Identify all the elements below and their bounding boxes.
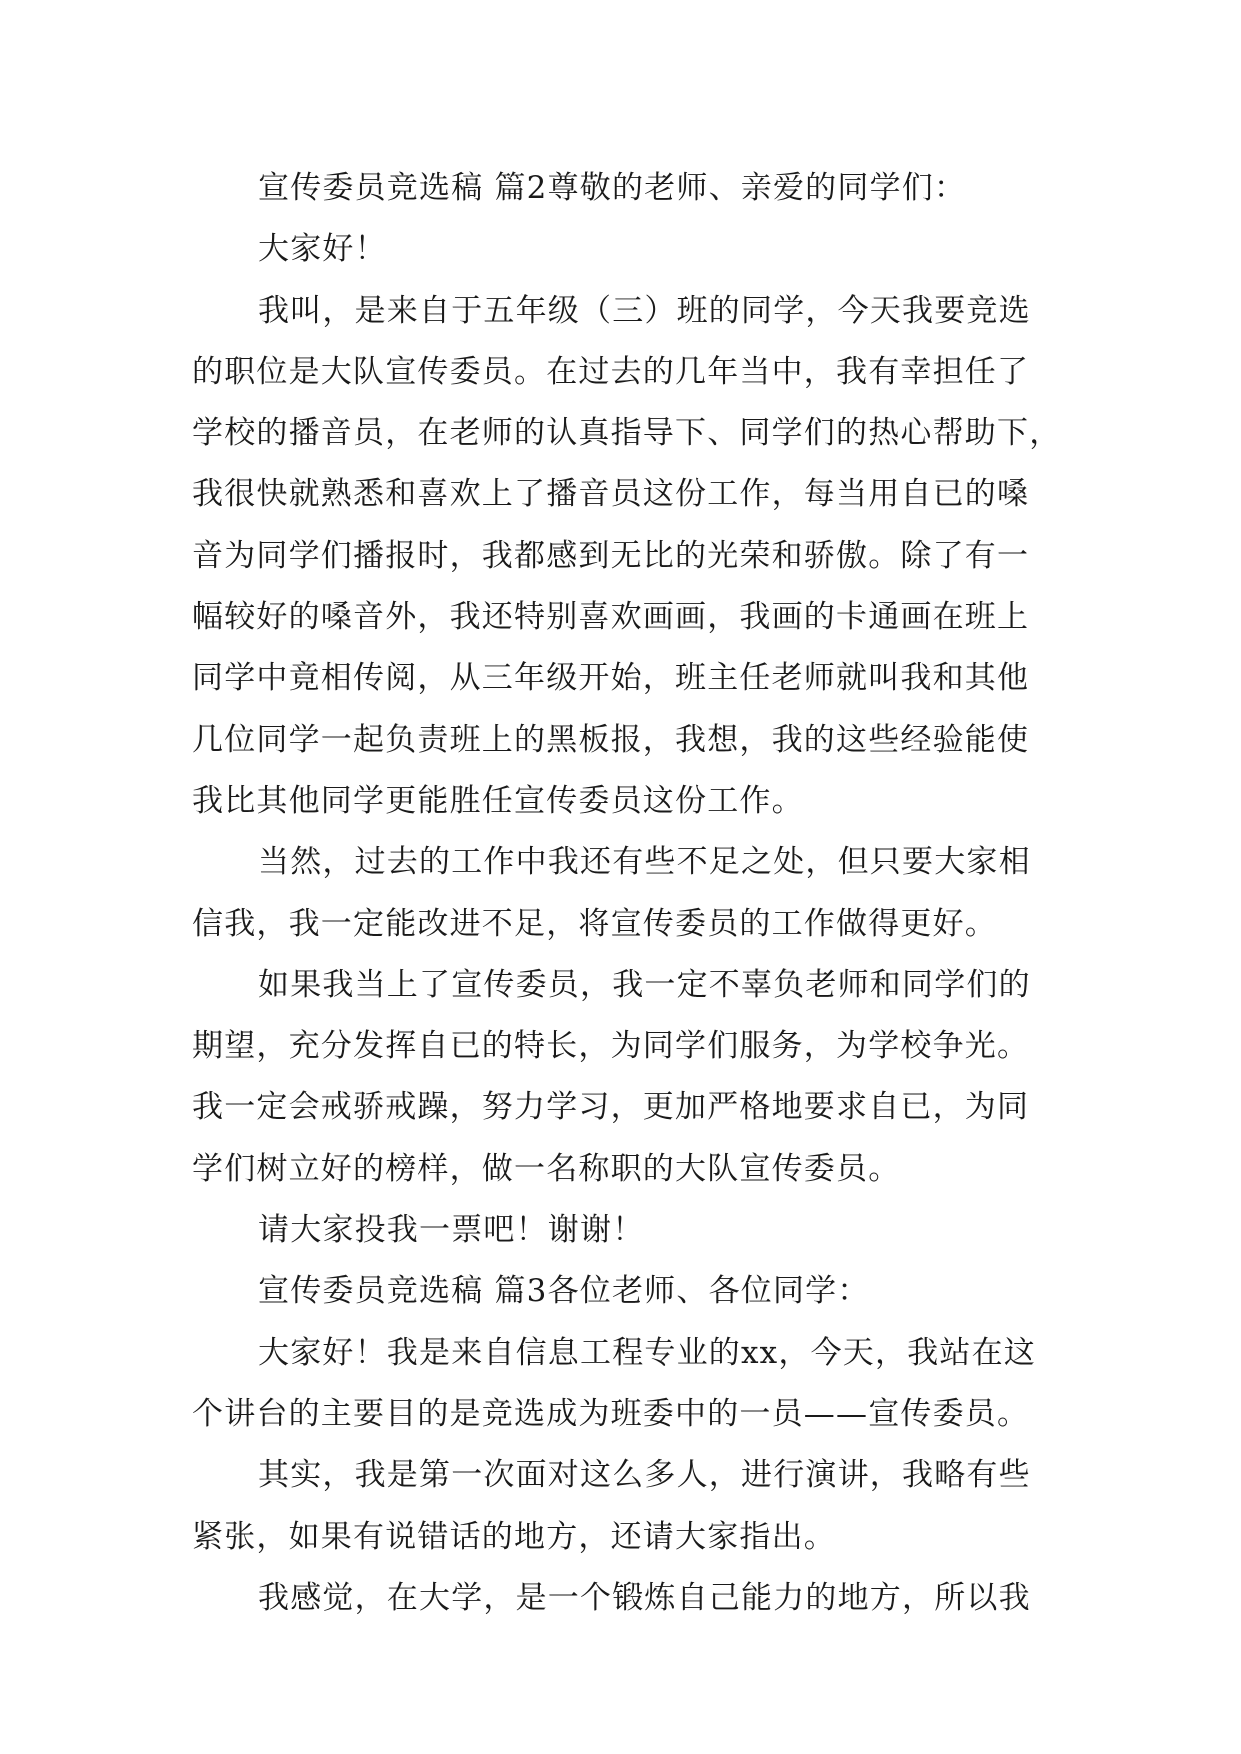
document-body bbox=[192, 158, 1062, 1629]
text-line: 信我，我一定能改进不足，将宣传委员的工作做得更好。 bbox=[192, 905, 997, 942]
text-line: 同学中竟相传阅，从三年级开始，班主任老师就叫我和其他 bbox=[192, 660, 1030, 697]
text-line: 音为同学们播报时，我都感到无比的光荣和骄傲。除了有一 bbox=[192, 537, 1030, 574]
text-line: 期望，充分发挥自已的特长，为同学们服务，为学校争光。 bbox=[192, 1028, 1030, 1065]
text-line: 其实，我是第一次面对这么多人，进行演讲，我略有些 bbox=[258, 1457, 1031, 1494]
text-line: 我比其他同学更能胜任宣传委员这份工作。 bbox=[192, 782, 804, 819]
text-line: 我叫，是来自于五年级（三）班的同学，今天我要竞选 bbox=[258, 292, 1031, 329]
text-line: 我感觉，在大学，是一个锻炼自己能力的地方，所以我 bbox=[258, 1579, 1031, 1616]
text-line: 大家好！ bbox=[258, 231, 387, 268]
text-line: 几位同学一起负责班上的黑板报，我想，我的这些经验能使 bbox=[192, 721, 1030, 758]
text-line: 如果我当上了宣传委员，我一定不辜负老师和同学们的 bbox=[258, 966, 1031, 1003]
text-line: 大家好！我是来自信息工程专业的xx，今天，我站在这 bbox=[258, 1334, 1036, 1371]
text-line: 学校的播音员，在老师的认真指导下、同学们的热心帮助下， bbox=[192, 415, 1062, 452]
text-line: 幅较好的嗓音外，我还特别喜欢画画，我画的卡通画在班上 bbox=[192, 599, 1030, 636]
text-line: 请大家投我一票吧！谢谢！ bbox=[258, 1212, 645, 1249]
text-line: 个讲台的主要目的是竞选成为班委中的一员——宣传委员。 bbox=[192, 1395, 1030, 1432]
text-line: 我一定会戒骄戒躁，努力学习，更加严格地要求自已，为同 bbox=[192, 1089, 1030, 1126]
text-line: 学们树立好的榜样，做一名称职的大队宣传委员。 bbox=[192, 1150, 901, 1187]
text-line: 当然，过去的工作中我还有些不足之处，但只要大家相 bbox=[258, 844, 1031, 881]
text-line: 紧张，如果有说错话的地方，还请大家指出。 bbox=[192, 1518, 836, 1555]
text-line: 宣传委员竞选稿 篇3各位老师、各位同学： bbox=[258, 1273, 870, 1310]
text-line: 的职位是大队宣传委员。在过去的几年当中，我有幸担任了 bbox=[192, 353, 1030, 390]
text-line: 我很快就熟悉和喜欢上了播音员这份工作，每当用自已的嗓 bbox=[192, 476, 1030, 513]
text-line: 宣传委员竞选稿 篇2尊敬的老师、亲爱的同学们： bbox=[258, 170, 967, 206]
